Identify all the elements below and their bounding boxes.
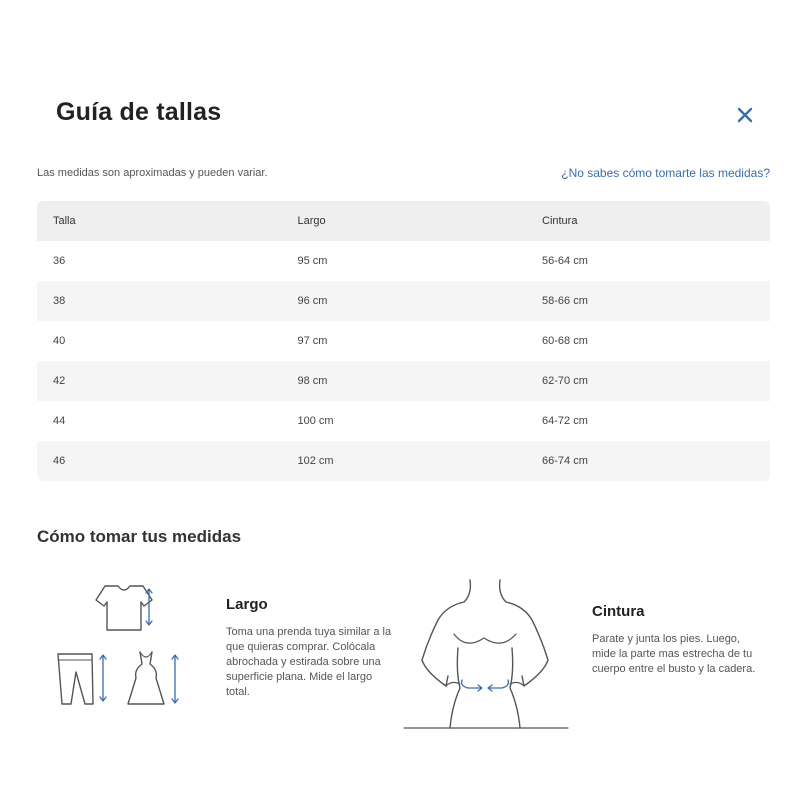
cell-cintura: 62-70 cm xyxy=(542,375,588,387)
column-header-talla: Talla xyxy=(53,215,76,227)
cintura-description: Parate y junta los pies. Luego, mide la parte mas estrecha de tu cuerpo entre el busto y la cadera. xyxy=(592,633,756,675)
garment-length-icon xyxy=(50,578,190,718)
cell-largo: 96 cm xyxy=(297,295,328,307)
table-header-row xyxy=(37,201,770,241)
largo-title: Largo xyxy=(226,596,268,613)
cell-talla: 40 xyxy=(53,335,66,347)
howto-section-title: Cómo tomar tus medidas xyxy=(37,527,242,546)
waist-measure-icon xyxy=(402,576,572,736)
how-to-measure-link[interactable]: ¿No sabes cómo tomarte las medidas? xyxy=(561,166,770,180)
cell-largo: 95 cm xyxy=(297,255,328,267)
cell-cintura: 66-74 cm xyxy=(542,455,588,467)
cell-cintura: 58-66 cm xyxy=(542,295,588,307)
cell-talla: 42 xyxy=(53,375,66,387)
measurement-note: Las medidas son aproximadas y pueden variar. xyxy=(37,167,268,179)
cell-cintura: 60-68 cm xyxy=(542,335,588,347)
table-row xyxy=(37,241,770,281)
table-row xyxy=(37,401,770,441)
cell-talla: 46 xyxy=(53,455,66,467)
cell-talla: 38 xyxy=(53,295,66,307)
cell-largo: 100 cm xyxy=(297,415,334,427)
largo-description: Toma una prenda tuya similar a la que quieras comprar. Colócala abrochada y estirada sobre una superficie plana. Mide el largo total. xyxy=(226,626,392,698)
table-row xyxy=(37,361,770,401)
cintura-title: Cintura xyxy=(592,603,645,620)
table-row xyxy=(37,441,770,481)
modal-title: Guía de tallas xyxy=(56,98,222,126)
table-row xyxy=(37,321,770,361)
close-icon[interactable] xyxy=(734,104,756,126)
cell-talla: 44 xyxy=(53,415,66,427)
table-row xyxy=(37,281,770,321)
cell-largo: 97 cm xyxy=(297,335,328,347)
size-table xyxy=(37,201,770,481)
column-header-cintura: Cintura xyxy=(542,215,578,227)
cell-cintura: 56-64 cm xyxy=(542,255,588,267)
cell-cintura: 64-72 cm xyxy=(542,415,588,427)
cell-largo: 102 cm xyxy=(297,455,334,467)
cell-talla: 36 xyxy=(53,255,66,267)
column-header-largo: Largo xyxy=(297,215,326,227)
cell-largo: 98 cm xyxy=(297,375,328,387)
